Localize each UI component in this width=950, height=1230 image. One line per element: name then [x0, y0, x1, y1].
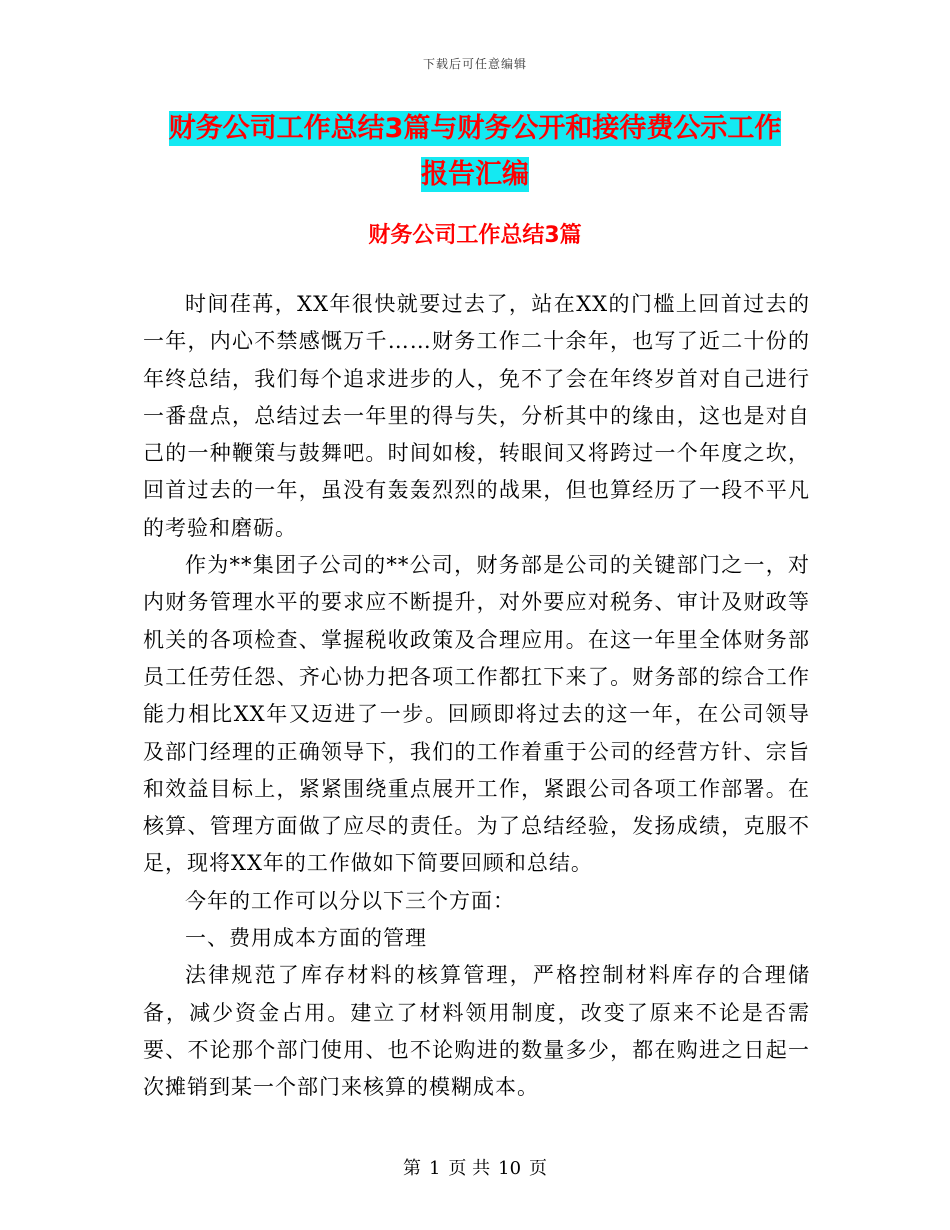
document-title — [143, 106, 807, 198]
paragraph: 作为**集团子公司的**公司，财务部是公司的关键部门之一，对内财务管理水平的要求应不断提升，对外要应对税务、审计及财政等机关的各项检查、掌握税收政策及合理应用。在这一年里全体财务部员工任劳任怨、齐心协力把各项工作都扛下来了。财务部的综合工作能力相比XX年又迈进了一步。回顾即将过去的这一年，在公司领导及部门经理的正确领导下，我们的工作着重于公司的经营方针、宗旨和效益目标上，紧紧围绕重点展开工作，紧跟公司各项工作部署。在核算、管理方面做了应尽的责任。为了总结经验，发扬成绩，克服不足，现将XX年的工作做如下简要回顾和总结。 — [143, 553, 810, 876]
section-title: 财务公司工作总结3篇 — [368, 223, 582, 248]
paragraph: 法律规范了库存材料的核算管理，严格控制材料库存的合理储备，减少资金占用。建立了材料领用制度，改变了原来不论是否需要、不论那个部门使用、也不论购进的数量多少，都在购进之日起一次摊销到某一个部门来核算的模糊成本。 — [143, 963, 810, 1100]
footer-prefix: 第 — [402, 1158, 421, 1179]
footer-middle: 页 共 — [448, 1158, 491, 1179]
page-number: 1 — [428, 1158, 441, 1179]
header-note: 下载后可任意编辑 — [422, 57, 527, 71]
document-title-line2: 报告汇编 — [421, 159, 529, 190]
document-title-line1: 财务公司工作总结3篇与财务公开和接待费公示工作 — [168, 113, 782, 144]
document-body — [143, 286, 810, 1107]
page-total: 10 — [498, 1158, 522, 1179]
paragraph: 今年的工作可以分以下三个方面： — [185, 888, 515, 913]
paragraph: 一、费用成本方面的管理 — [185, 926, 427, 951]
footer-suffix: 页 — [529, 1158, 548, 1179]
page-footer — [0, 1154, 950, 1180]
paragraph: 时间荏苒，XX年很快就要过去了，站在XX的门槛上回首过去的一年，内心不禁感慨万千……财务工作二十余年，也写了近二十份的年终总结，我们每个追求进步的人，免不了会在年终岁首对自己进行一番盘点，总结过去一年里的得与失，分析其中的缘由，这也是对自己的一种鞭策与鼓舞吧。时间如梭，转眼间又将跨过一个年度之坎，回首过去的一年，虽没有轰轰烈烈的战果，但也算经历了一段不平凡的考验和磨砺。 — [143, 292, 810, 540]
